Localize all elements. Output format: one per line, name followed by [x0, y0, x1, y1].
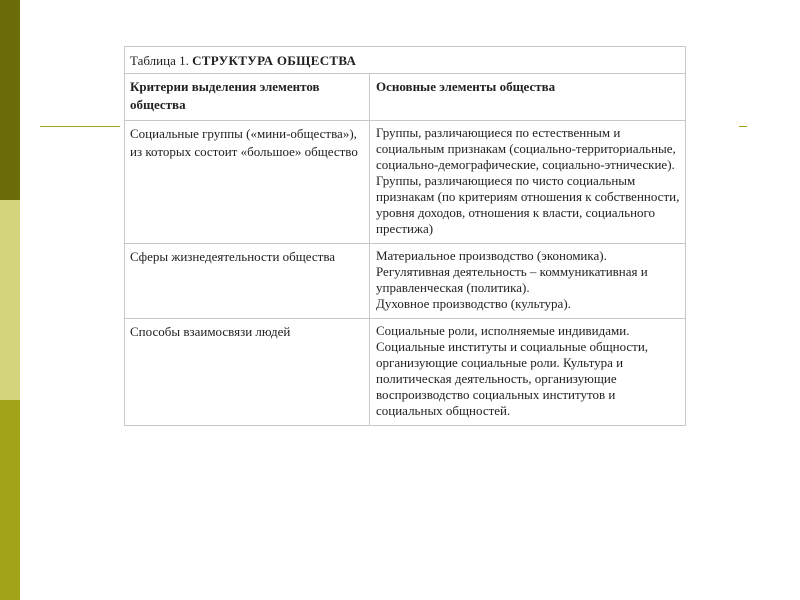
- decorative-rule-left: [40, 126, 120, 127]
- row-element: Социальные роли, исполняемые индивидами. Социальные институты и социальные общности, организующие социальные роли. Культура и политическая деятельность, организующие воспроизводство социальных институтов и социальных общностей.: [376, 323, 649, 418]
- row-element: Духовное производство (культура).: [376, 296, 571, 311]
- sidebar-stripe-bottom: [0, 400, 20, 600]
- row-element: Регулятивная деятельность – коммуникативная и управленческая (политика).: [376, 264, 648, 295]
- decorative-rule-right: [739, 126, 747, 127]
- row-element: Группы, различающиеся по естественным и социальным признакам (социально-территориальные, социально-демографические, социально-этнические).: [376, 125, 676, 172]
- header-criteria: Критерии выделения элементов общества: [130, 79, 320, 112]
- table-caption-prefix: Таблица 1.: [130, 53, 189, 68]
- table-row: [125, 244, 685, 319]
- table-row: [125, 319, 685, 425]
- table-header-row: [125, 74, 685, 121]
- row-criterion: Социальные группы («мини-общества»), из которых состоит «большое» общество: [130, 126, 358, 159]
- table-caption-title: СТРУКТУРА ОБЩЕСТВА: [192, 53, 357, 68]
- table-caption: [125, 47, 685, 74]
- sidebar-stripe-middle: [0, 200, 20, 400]
- table-row: [125, 121, 685, 244]
- structure-table: [124, 46, 686, 426]
- row-criterion: Сферы жизнедеятельности общества: [130, 249, 336, 264]
- row-element: Материальное производство (экономика).: [376, 248, 607, 263]
- row-criterion: Способы взаимосвязи людей: [130, 324, 291, 339]
- sidebar-stripe-top: [0, 0, 20, 200]
- header-elements: Основные элементы общества: [376, 79, 556, 94]
- row-element: Группы, различающиеся по чисто социальным признакам (по критериям отношения к собственности, уровня доходов, отношения к власти, социального престижа): [376, 173, 680, 236]
